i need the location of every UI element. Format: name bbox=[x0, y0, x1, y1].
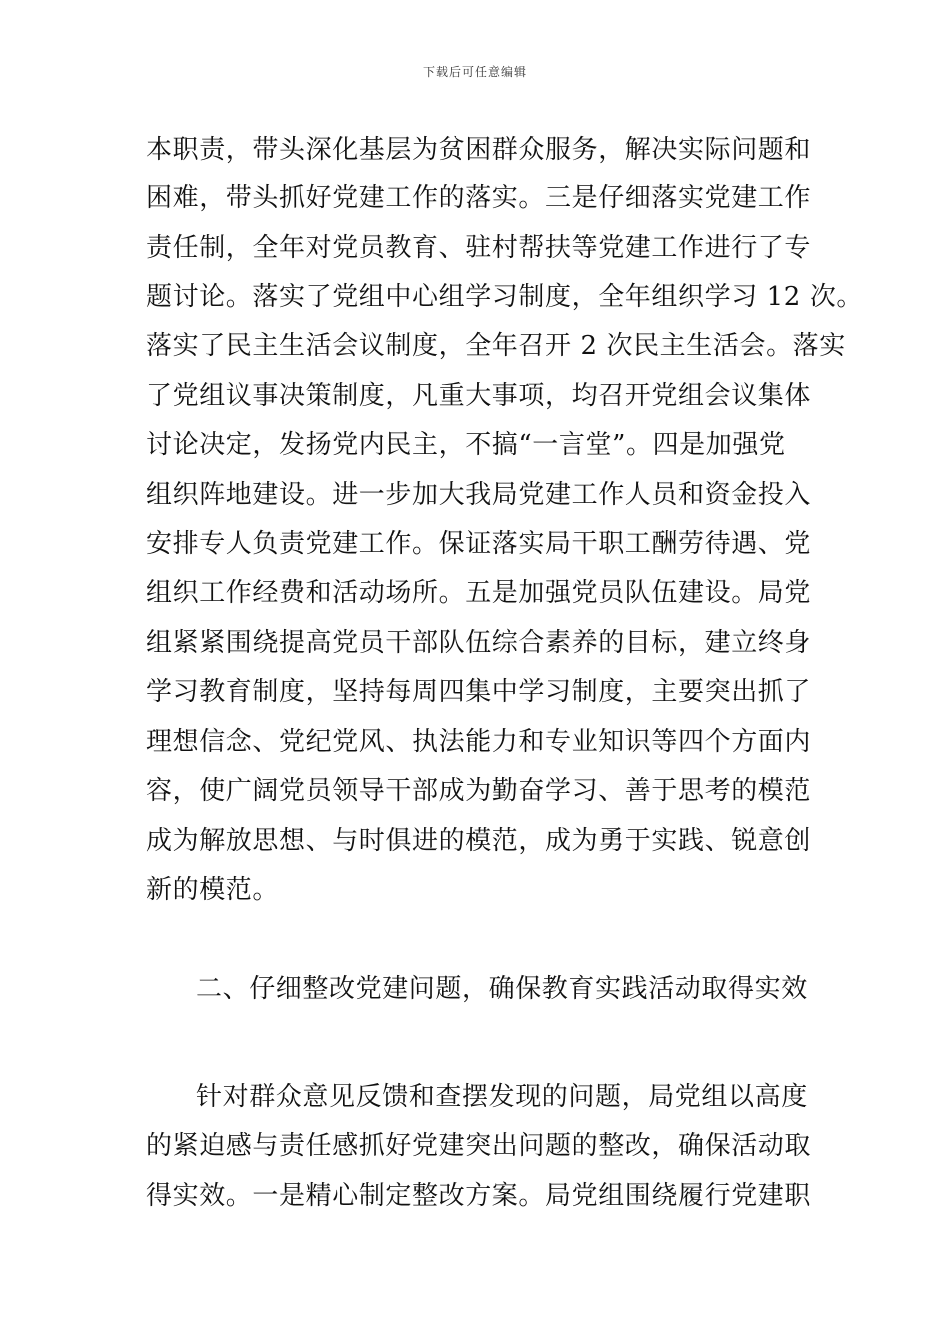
paragraph-1-line: 容，使广阔党员领导干部成为勤奋学习、善于思考的模范 bbox=[146, 776, 812, 806]
paragraph-2-line: 得实效。一是精心制定整改方案。局党组围绕履行党建职 bbox=[146, 1181, 812, 1211]
paragraph-1-line: 落实了民主生活会议制度，全年召开 2 次民主生活会。落实 bbox=[146, 331, 846, 361]
paragraph-1-line: 学习教育制度，坚持每周四集中学习制度，主要突出抓了 bbox=[146, 677, 812, 707]
paragraph-1-line: 安排专人负责党建工作。保证落实局干职工酬劳待遇、党 bbox=[146, 529, 812, 559]
paragraph-1-line: 了党组议事决策制度，凡重大事项，均召开党组会议集体 bbox=[146, 381, 812, 411]
paragraph-1-line: 本职责，带头深化基层为贫困群众服务，解决实际问题和 bbox=[146, 135, 812, 165]
paragraph-1-line: 新的模范。 bbox=[146, 875, 280, 905]
paragraph-1-line: 理想信念、党纪党风、执法能力和专业知识等四个方面内 bbox=[146, 727, 812, 757]
paragraph-2-line: 的紧迫感与责任感抓好党建突出问题的整改，确保活动取 bbox=[146, 1131, 812, 1161]
paragraph-1-line: 讨论决定，发扬党内民主，不搞“一言堂”。四是加强党 bbox=[146, 430, 786, 460]
section-heading: 二、仔细整改党建问题，确保教育实践活动取得实效 bbox=[196, 974, 808, 1004]
paragraph-1-line: 责任制，全年对党员教育、驻村帮扶等党建工作进行了专 bbox=[146, 233, 812, 263]
paragraph-1-line: 组织阵地建设。进一步加大我局党建工作人员和资金投入 bbox=[146, 480, 812, 510]
paragraph-1-line: 困难，带头抓好党建工作的落实。三是仔细落实党建工作 bbox=[146, 183, 812, 213]
paragraph-1-line: 题讨论。落实了党组中心组学习制度，全年组织学习 12 次。 bbox=[146, 282, 864, 312]
paragraph-1-line: 成为解放思想、与时俱进的模范，成为勇于实践、锐意创 bbox=[146, 826, 812, 856]
paragraph-2-line: 针对群众意见反馈和查摆发现的问题，局党组以高度 bbox=[196, 1082, 808, 1112]
paragraph-1-line: 组织工作经费和活动场所。五是加强党员队伍建设。局党 bbox=[146, 578, 812, 608]
download-note: 下载后可任意编辑 bbox=[422, 65, 527, 79]
paragraph-1-line: 组紧紧围绕提高党员干部队伍综合素养的目标，建立终身 bbox=[146, 628, 812, 658]
